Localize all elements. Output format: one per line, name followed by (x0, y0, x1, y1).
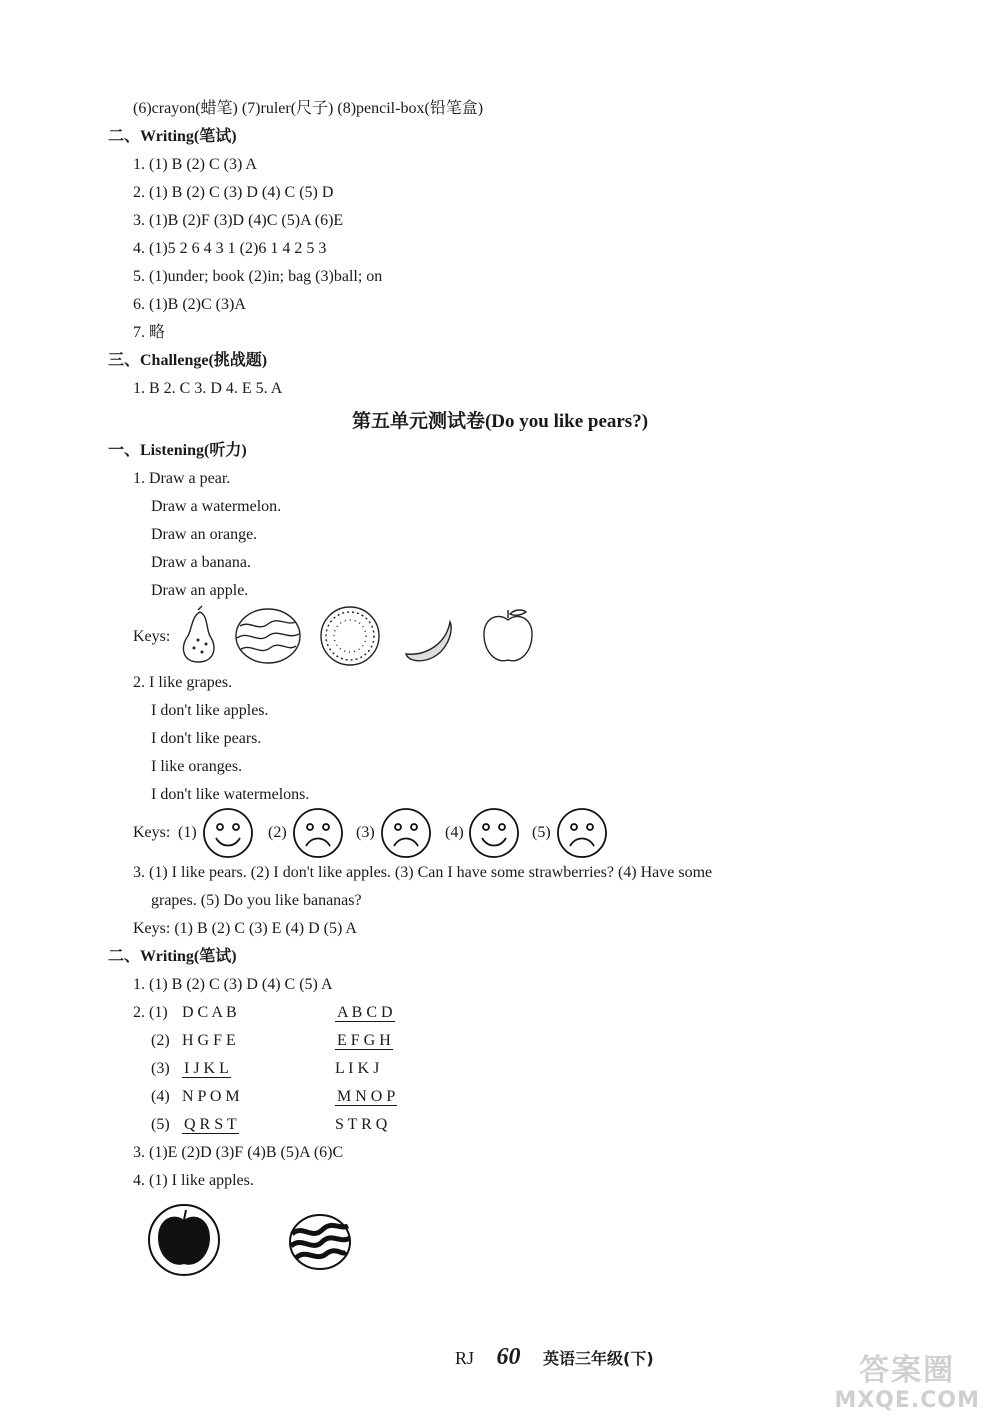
answer-w2: 2. (1) B (2) C (3) D (4) C (5) D (133, 184, 334, 201)
smile-face-icon (204, 809, 252, 857)
listen-2c: I don't like pears. (151, 730, 262, 747)
smile-face-icon (470, 809, 518, 857)
listen-2e: I don't like watermelons. (151, 786, 310, 803)
listen-2b: I don't like apples. (151, 702, 269, 719)
w2-2-5-answer: S T R Q (335, 1116, 388, 1133)
keys-label-1: Keys: (133, 628, 171, 645)
answer-w7: 7. 略 (133, 324, 166, 341)
listen-3a: 3. (1) I like pears. (2) I don't like apples. (3) Can I have some strawberries? (4) Have some (133, 864, 713, 881)
watermelon-icon (290, 1215, 350, 1269)
apple-icon (149, 1205, 219, 1275)
frown-face-icon (382, 809, 430, 857)
w2-2-5-num: (5) (151, 1116, 170, 1133)
w2-2-3-given: I J K L (184, 1060, 229, 1077)
key2-num-5: (5) (532, 824, 551, 841)
listen-1b: Draw a watermelon. (151, 498, 282, 515)
w2-2-2-given: H G F E (182, 1032, 236, 1049)
key2-num-3: (3) (356, 824, 375, 841)
w2-2-4-given: N P O M (182, 1088, 240, 1105)
watermark (834, 1353, 980, 1416)
footer-book: 英语三年级(下) (543, 1349, 654, 1368)
listen-1e: Draw an apple. (151, 582, 249, 599)
section-writing-1: 二、Writing(笔试) (108, 128, 237, 145)
answer-w2-4: 4. (1) I like apples. (133, 1172, 254, 1189)
key2-num-4: (4) (445, 824, 464, 841)
apple-icon (484, 610, 532, 661)
section-challenge: 三、Challenge(挑战题) (108, 352, 268, 369)
answer-w6: 6. (1)B (2)C (3)A (133, 296, 246, 313)
w2-2-1-answer: A B C D (337, 1004, 393, 1021)
unit-title: 第五单元测试卷(Do you like pears?) (351, 411, 649, 432)
pear-icon (183, 606, 214, 662)
key2-num-2: (2) (268, 824, 287, 841)
watermelon-icon (236, 609, 300, 663)
section-writing-2: 二、Writing(笔试) (108, 948, 237, 965)
w2-2-5-given: Q R S T (184, 1116, 237, 1133)
w2-2-3-answer: L I K J (335, 1060, 380, 1077)
banana-icon (406, 622, 451, 661)
listen-1a: 1. Draw a pear. (133, 470, 231, 487)
w2-2-3-num: (3) (151, 1060, 170, 1077)
answer-w4: 4. (1)5 2 6 4 3 1 (2)6 1 4 2 5 3 (133, 240, 327, 257)
keys-label-2: Keys: (133, 824, 171, 841)
keys-line-3: Keys: (1) B (2) C (3) E (4) D (5) A (133, 920, 357, 937)
watermark-top: 答案圈 (859, 1353, 956, 1388)
w2-2-2-answer: E F G H (337, 1032, 391, 1049)
w2-2-2-num: (2) (151, 1032, 170, 1049)
listen-3b: grapes. (5) Do you like bananas? (151, 892, 362, 909)
fruit-drawings (140, 1200, 370, 1280)
answer-challenge: 1. B 2. C 3. D 4. E 5. A (133, 380, 283, 397)
w2-2-1-given: D C A B (182, 1004, 237, 1021)
listen-1d: Draw a banana. (151, 554, 251, 571)
fruit-pictures (170, 604, 550, 666)
face-pictures (200, 806, 610, 860)
answer-w1: 1. (1) B (2) C (3) A (133, 156, 257, 173)
orange-icon (321, 607, 379, 665)
listen-2d: I like oranges. (151, 758, 243, 775)
line-stationery: (6)crayon(蜡笔) (7)ruler(尺子) (8)pencil-box(铅笔盒) (133, 100, 484, 117)
listen-1c: Draw an orange. (151, 526, 258, 543)
watermark-bottom: MXQE.COM (834, 1388, 980, 1413)
answer-w2-3: 3. (1)E (2)D (3)F (4)B (5)A (6)C (133, 1144, 344, 1161)
section-listening: 一、Listening(听力) (108, 442, 247, 459)
w2-2-4-num: (4) (151, 1088, 170, 1105)
w2-2-1-num: 2. (1) (133, 1004, 168, 1021)
w2-2-4-answer: M N O P (337, 1088, 396, 1105)
page-number: 60 (496, 1344, 521, 1370)
answer-w5: 5. (1)under; book (2)in; bag (3)ball; on (133, 268, 383, 285)
answer-w2-1: 1. (1) B (2) C (3) D (4) C (5) A (133, 976, 333, 993)
key2-num-1: (1) (178, 824, 197, 841)
frown-face-icon (558, 809, 606, 857)
footer-edition: RJ (455, 1348, 475, 1368)
page-footer (455, 1344, 654, 1371)
listen-2a: 2. I like grapes. (133, 674, 233, 691)
frown-face-icon (294, 809, 342, 857)
answer-w3: 3. (1)B (2)F (3)D (4)C (5)A (6)E (133, 212, 344, 229)
